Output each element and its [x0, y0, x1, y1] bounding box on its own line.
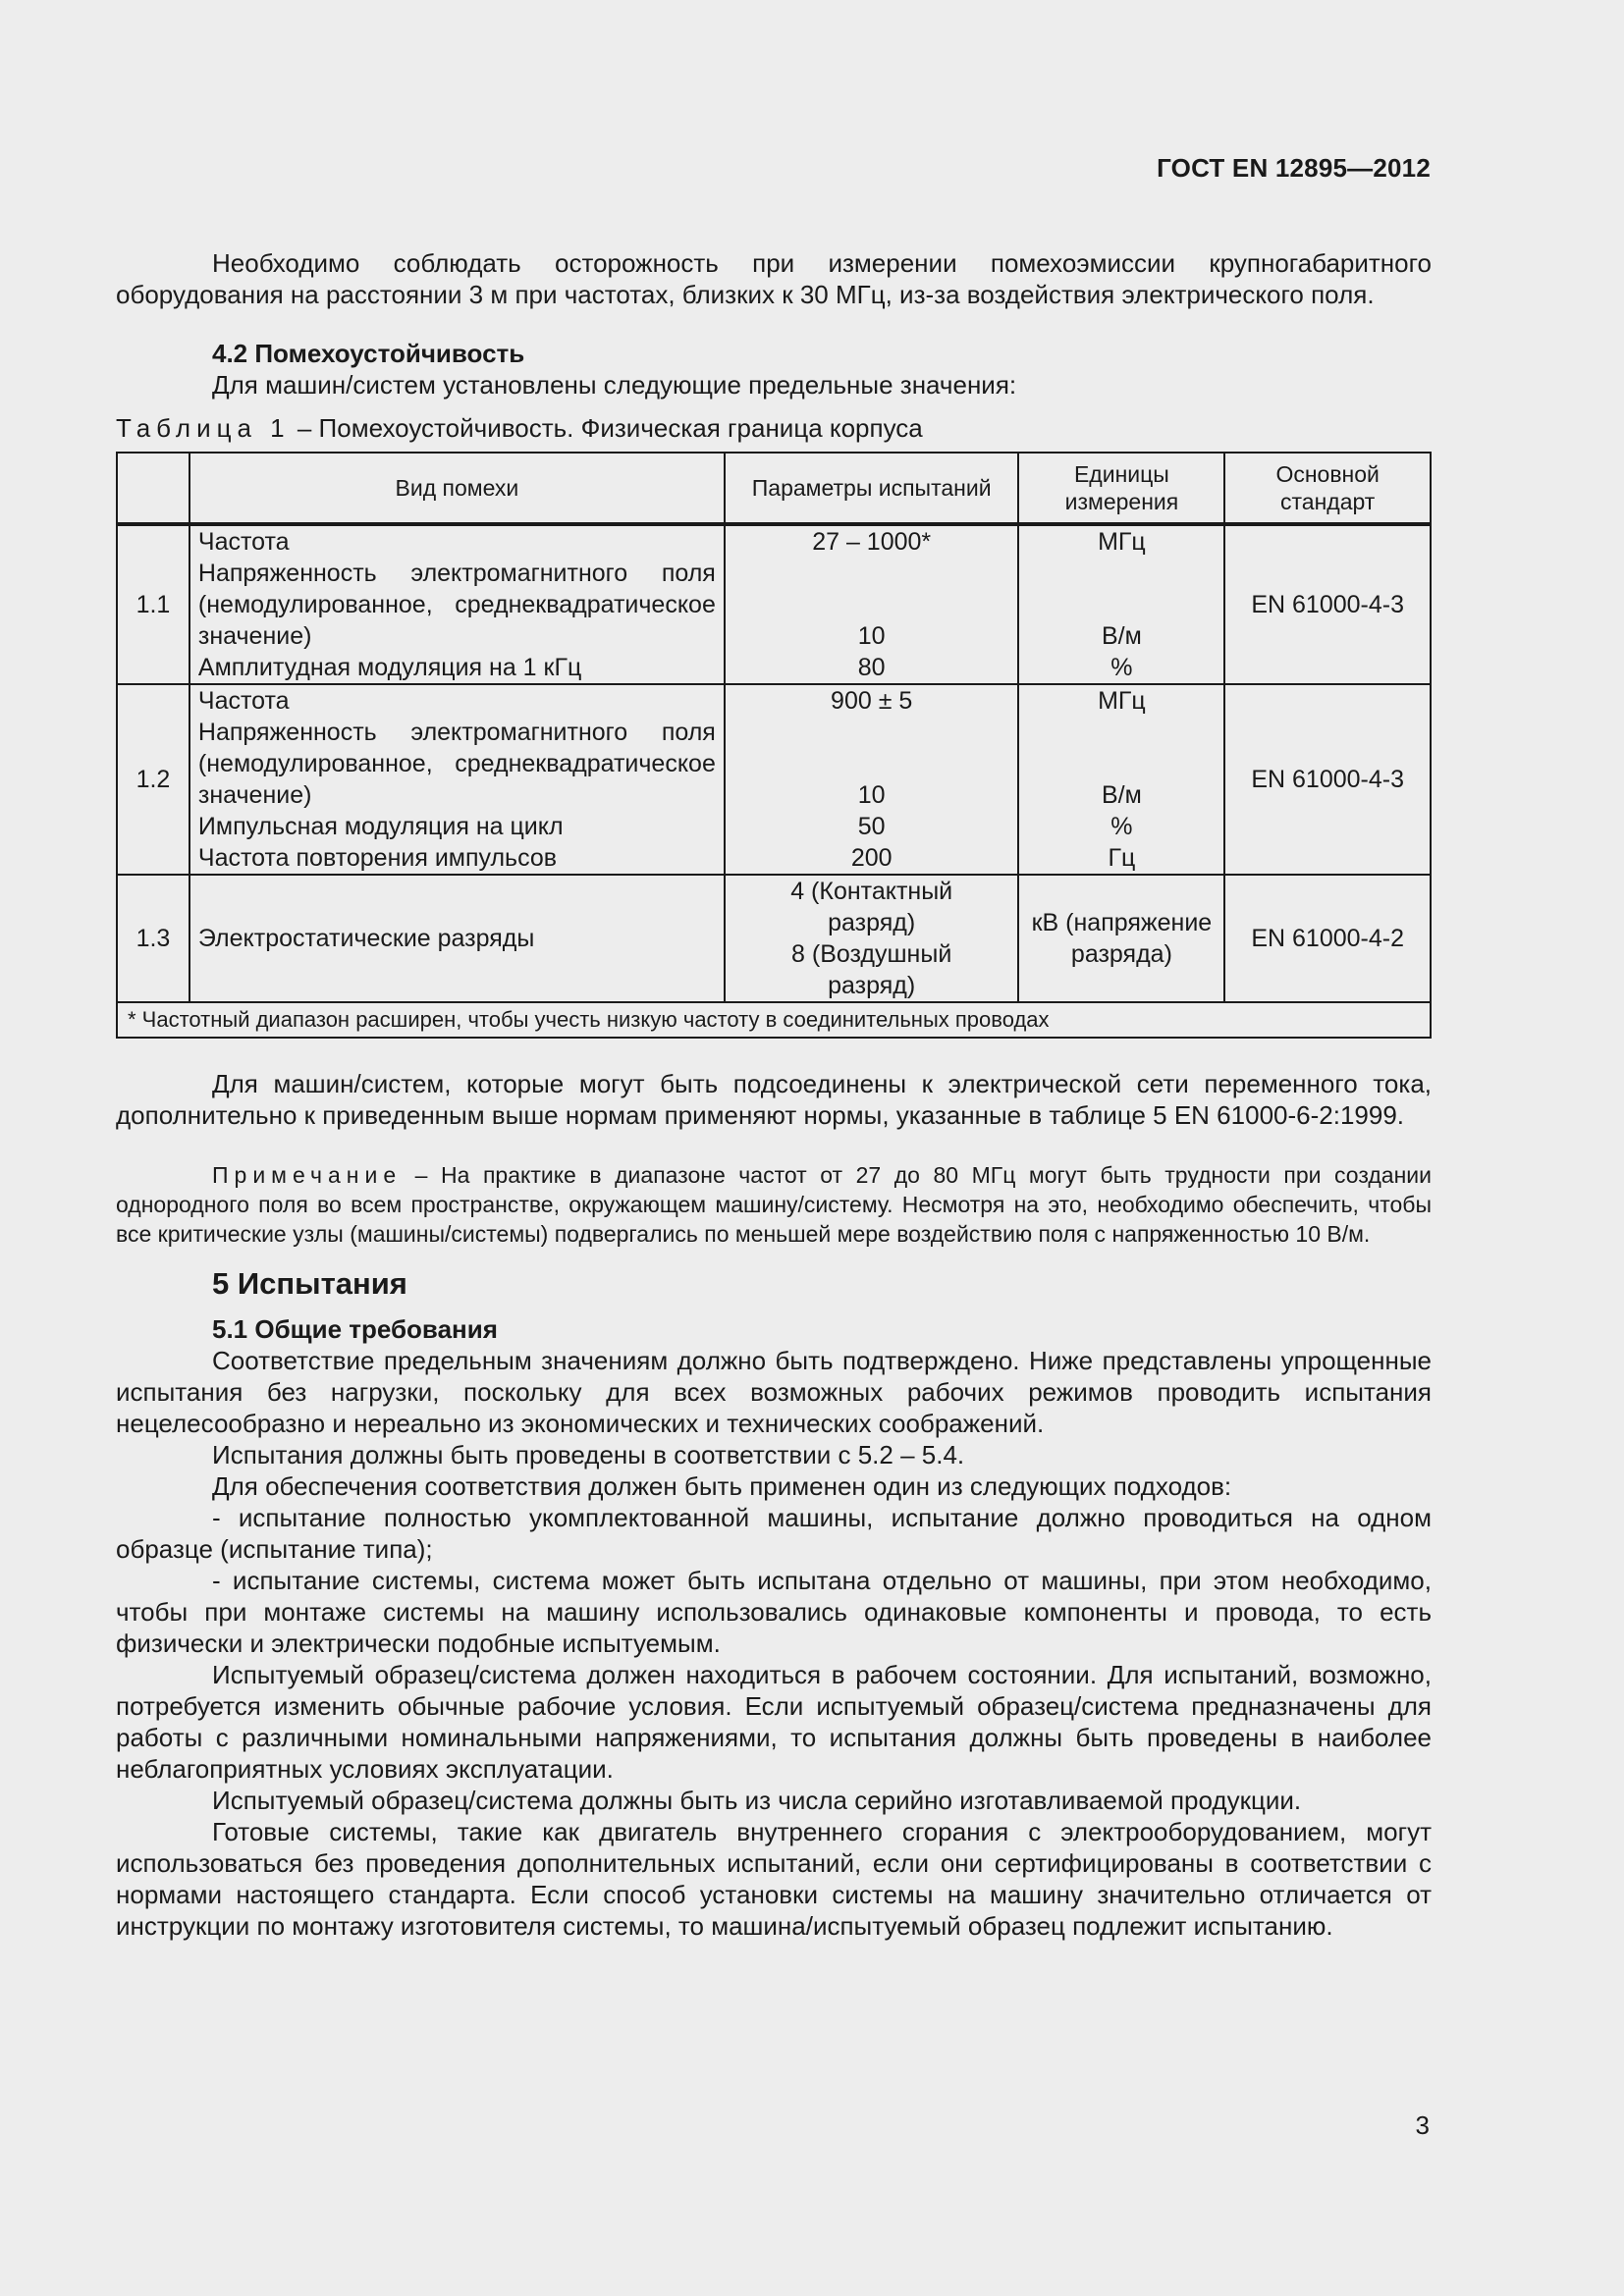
- unit-value: %: [1110, 654, 1133, 681]
- section-5-1-p8: Готовые системы, такие как двигатель внутреннего сгорания с электрооборудованием, могут использоваться без проведения дополнительных испытаний, если они сертифицированы в соответствии с нормами настоящего стандарта. Если способ установки системы на машину значительно отличается от инструкции по монтажу изготовителя системы, то машина/испытуемый образец подлежит испытанию.: [116, 1817, 1432, 1941]
- row-standard: EN 61000-4-2: [1224, 875, 1431, 1002]
- param-value: 4 (Контактный разряд): [790, 878, 953, 936]
- section-5-1-p6: Испытуемый образец/система должен находиться в рабочем состоянии. Для испытаний, возможно, потребуется изменить обычные рабочие условия. Если испытуемый образец/система предназначены для работы с различными номинальными напряжениями, то испытания должны быть проведены в наиболее неблагоприятных условиях эксплуатации.: [116, 1660, 1432, 1784]
- kind-line: Частота: [197, 528, 290, 556]
- table-footnote-row: [117, 1002, 1431, 1038]
- unit-value: В/м: [1102, 622, 1142, 650]
- row-number: 1.2: [117, 684, 189, 875]
- kind-line: Импульсная модуляция на цикл: [197, 813, 564, 840]
- table-caption-label: Таблица 1: [116, 413, 291, 443]
- table-footnote: * Частотный диапазон расширен, чтобы учесть низкую частоту в соединительных проводах: [117, 1002, 1431, 1038]
- kind-line: Частота повторения импульсов: [197, 844, 558, 872]
- table-header-row: [117, 453, 1431, 524]
- param-value: 900 ± 5: [831, 687, 913, 715]
- header-num: [117, 453, 189, 524]
- table-caption-text: – Помехоустойчивость. Физическая граница корпуса: [290, 413, 923, 443]
- kind-line: Напряженность электромагнитного поля (немодулированное, среднеквадратическое значение): [197, 719, 716, 809]
- paragraph-intro: Необходимо соблюдать осторожность при измерении помехоэмиссии крупногабаритного оборудования на расстоянии 3 м при частотах, близких к 30 МГц, из-за воздействия электрического поля.: [116, 248, 1432, 309]
- page-content: [116, 247, 1432, 1942]
- section-4-2-title: 4.2 Помехоустойчивость: [212, 339, 525, 368]
- kind-line: Амплитудная модуляция на 1 кГц: [197, 654, 582, 681]
- table-row: [117, 524, 1431, 684]
- note-label: Примечание: [212, 1162, 403, 1188]
- kind-line: Электростатические разряды: [197, 925, 535, 952]
- section-4-2-text: Для машин/систем установлены следующие предельные значения:: [212, 370, 1017, 400]
- param-value: 8 (Воздушный разряд): [791, 940, 952, 999]
- param-value: 10: [857, 781, 886, 809]
- row-kind: [189, 524, 725, 684]
- row-units: [1018, 875, 1224, 1002]
- row-number: 1.1: [117, 524, 189, 684]
- param-value: 50: [857, 813, 886, 840]
- kind-line: Напряженность электромагнитного поля (немодулированное, среднеквадратическое значение): [197, 560, 716, 650]
- param-value: 10: [857, 622, 886, 650]
- row-number: 1.3: [117, 875, 189, 1002]
- note: [116, 1160, 1432, 1249]
- section-5-1-p3: Для обеспечения соответствия должен быть применен один из следующих подходов:: [212, 1471, 1232, 1501]
- param-value: 80: [857, 654, 886, 681]
- page-number: 3: [1415, 2110, 1430, 2140]
- param-value: 27 – 1000*: [812, 528, 932, 556]
- section-5-1-p4: - испытание полностью укомплектованной машины, испытание должно проводиться на одном образце (испытание типа);: [116, 1503, 1432, 1564]
- note-text: – На практике в диапазоне частот от 27 до 80 МГц могут быть трудности при создании однородного поля во всем пространстве, окружающем машину/систему. Несмотря на это, необходимо обеспечить, чтобы все критические узлы (машины/системы) подвергались по меньшей мере воздействию поля с напряженностью 10 В/м.: [116, 1162, 1432, 1247]
- section-5-1-p1: Соответствие предельным значениям должно быть подтверждено. Ниже представлены упрощенные испытания без нагрузки, поскольку для всех возможных рабочих режимов проводить испытания нецелесообразно и нереально из экономических и технических соображений.: [116, 1346, 1432, 1438]
- unit-value: МГц: [1098, 687, 1146, 715]
- section-5-1-p5: - испытание системы, система может быть испытана отдельно от машины, при этом необходимо, чтобы при монтаже системы на машину использовались одинаковые компоненты и провода, то есть физически и электрически подобные испытуемым.: [116, 1566, 1432, 1658]
- section-5-1-title: 5.1 Общие требования: [212, 1314, 498, 1344]
- paragraph-ac-supply: Для машин/систем, которые могут быть подсоединены к электрической сети переменного тока, дополнительно к приведенным выше нормам применяют нормы, указанные в таблице 5 EN 61000-6-2:1999.: [116, 1069, 1432, 1130]
- unit-value: В/м: [1102, 781, 1142, 809]
- table-caption: [116, 412, 1432, 444]
- unit-value: кВ (напряжение разряда): [1031, 909, 1213, 968]
- header-standard: Основной стандарт: [1224, 453, 1431, 524]
- row-params: [725, 684, 1019, 875]
- row-units: [1018, 524, 1224, 684]
- row-standard: EN 61000-4-3: [1224, 684, 1431, 875]
- table-row: [117, 684, 1431, 875]
- param-value: 200: [850, 844, 893, 872]
- section-5-1-p2: Испытания должны быть проведены в соответствии с 5.2 – 5.4.: [212, 1440, 965, 1469]
- row-kind: [189, 684, 725, 875]
- document-id: ГОСТ EN 12895—2012: [1157, 153, 1431, 183]
- kind-line: Частота: [197, 687, 290, 715]
- section-5-1-p7: Испытуемый образец/система должны быть из числа серийно изготавливаемой продукции.: [212, 1786, 1302, 1815]
- row-params: [725, 875, 1019, 1002]
- section-5-title: 5 Испытания: [212, 1266, 407, 1301]
- table-row: [117, 875, 1431, 1002]
- row-params: [725, 524, 1019, 684]
- row-units: [1018, 684, 1224, 875]
- row-kind: [189, 875, 725, 1002]
- row-standard: EN 61000-4-3: [1224, 524, 1431, 684]
- header-params: Параметры испытаний: [725, 453, 1019, 524]
- header-kind: Вид помехи: [189, 453, 725, 524]
- unit-value: МГц: [1098, 528, 1146, 556]
- unit-value: %: [1110, 813, 1133, 840]
- immunity-table: [116, 452, 1432, 1039]
- unit-value: Гц: [1108, 844, 1136, 872]
- header-units: Единицы измерения: [1018, 453, 1224, 524]
